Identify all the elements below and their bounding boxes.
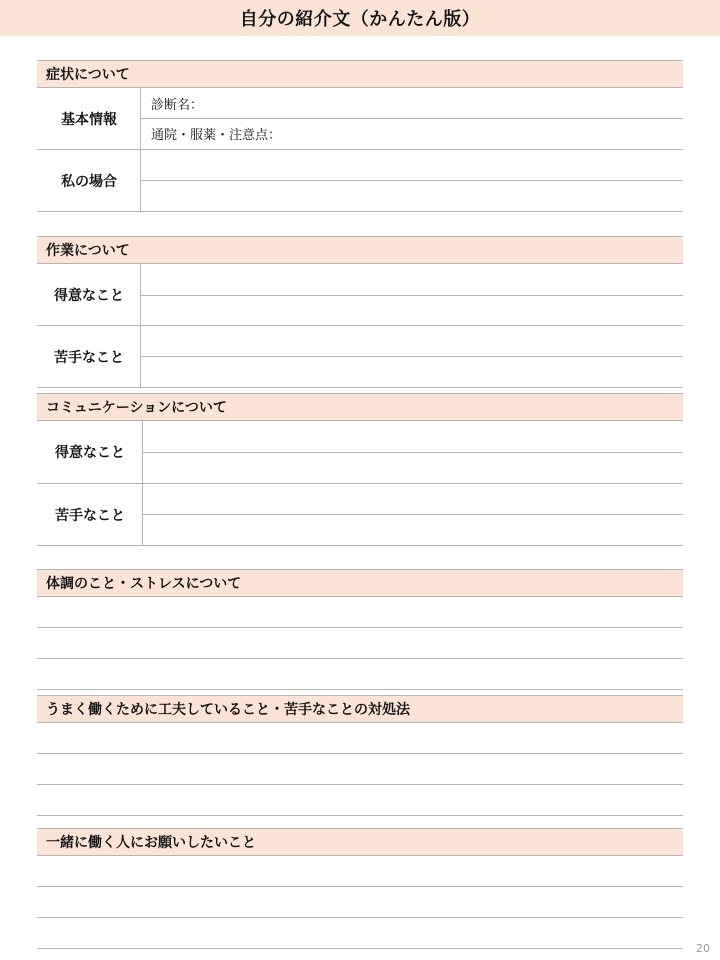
- write-line: [141, 180, 683, 181]
- section-header-request: 一緒に働く人にお願いしたいこと: [37, 828, 683, 856]
- column-divider: [142, 421, 143, 546]
- label-comm-good: 得意なこと: [55, 445, 125, 461]
- write-line: [37, 948, 683, 949]
- write-line: [37, 815, 683, 816]
- label-work-bad: 苦手なこと: [54, 350, 124, 366]
- write-line: [37, 917, 683, 918]
- label-basic-info: 基本情報: [61, 112, 117, 128]
- write-line: [143, 452, 683, 453]
- row-divider: [37, 545, 683, 546]
- write-line: [37, 753, 683, 754]
- column-divider: [140, 88, 141, 212]
- page-title: 自分の紹介文（かんたん版）: [239, 9, 481, 30]
- section-header-health: 体調のこと・ストレスについて: [37, 569, 683, 597]
- title-bar: [0, 0, 720, 36]
- write-line: [37, 689, 683, 690]
- write-line: [141, 356, 683, 357]
- label-my-case: 私の場合: [61, 174, 117, 190]
- section-header-symptoms: 症状について: [37, 60, 683, 88]
- diagnosis-field-label: 診断名：: [151, 97, 204, 113]
- section-header-coping: うまく働くために工夫していること・苦手なことの対処法: [37, 695, 683, 723]
- label-work-good: 得意なこと: [54, 288, 124, 304]
- write-line: [37, 886, 683, 887]
- section-header-communication: コミュニケーションについて: [37, 393, 683, 421]
- write-line: [37, 784, 683, 785]
- row-divider: [37, 211, 683, 212]
- page-number: 20: [696, 942, 710, 955]
- row-divider: [37, 387, 683, 388]
- treatment-field-label: 通院・服薬・注意点：: [151, 128, 282, 143]
- write-line: [143, 514, 683, 515]
- label-comm-bad: 苦手なこと: [55, 508, 125, 524]
- write-line: [37, 658, 683, 659]
- write-line: [141, 295, 683, 296]
- write-line: [37, 627, 683, 628]
- column-divider: [140, 264, 141, 388]
- section-header-work: 作業について: [37, 236, 683, 264]
